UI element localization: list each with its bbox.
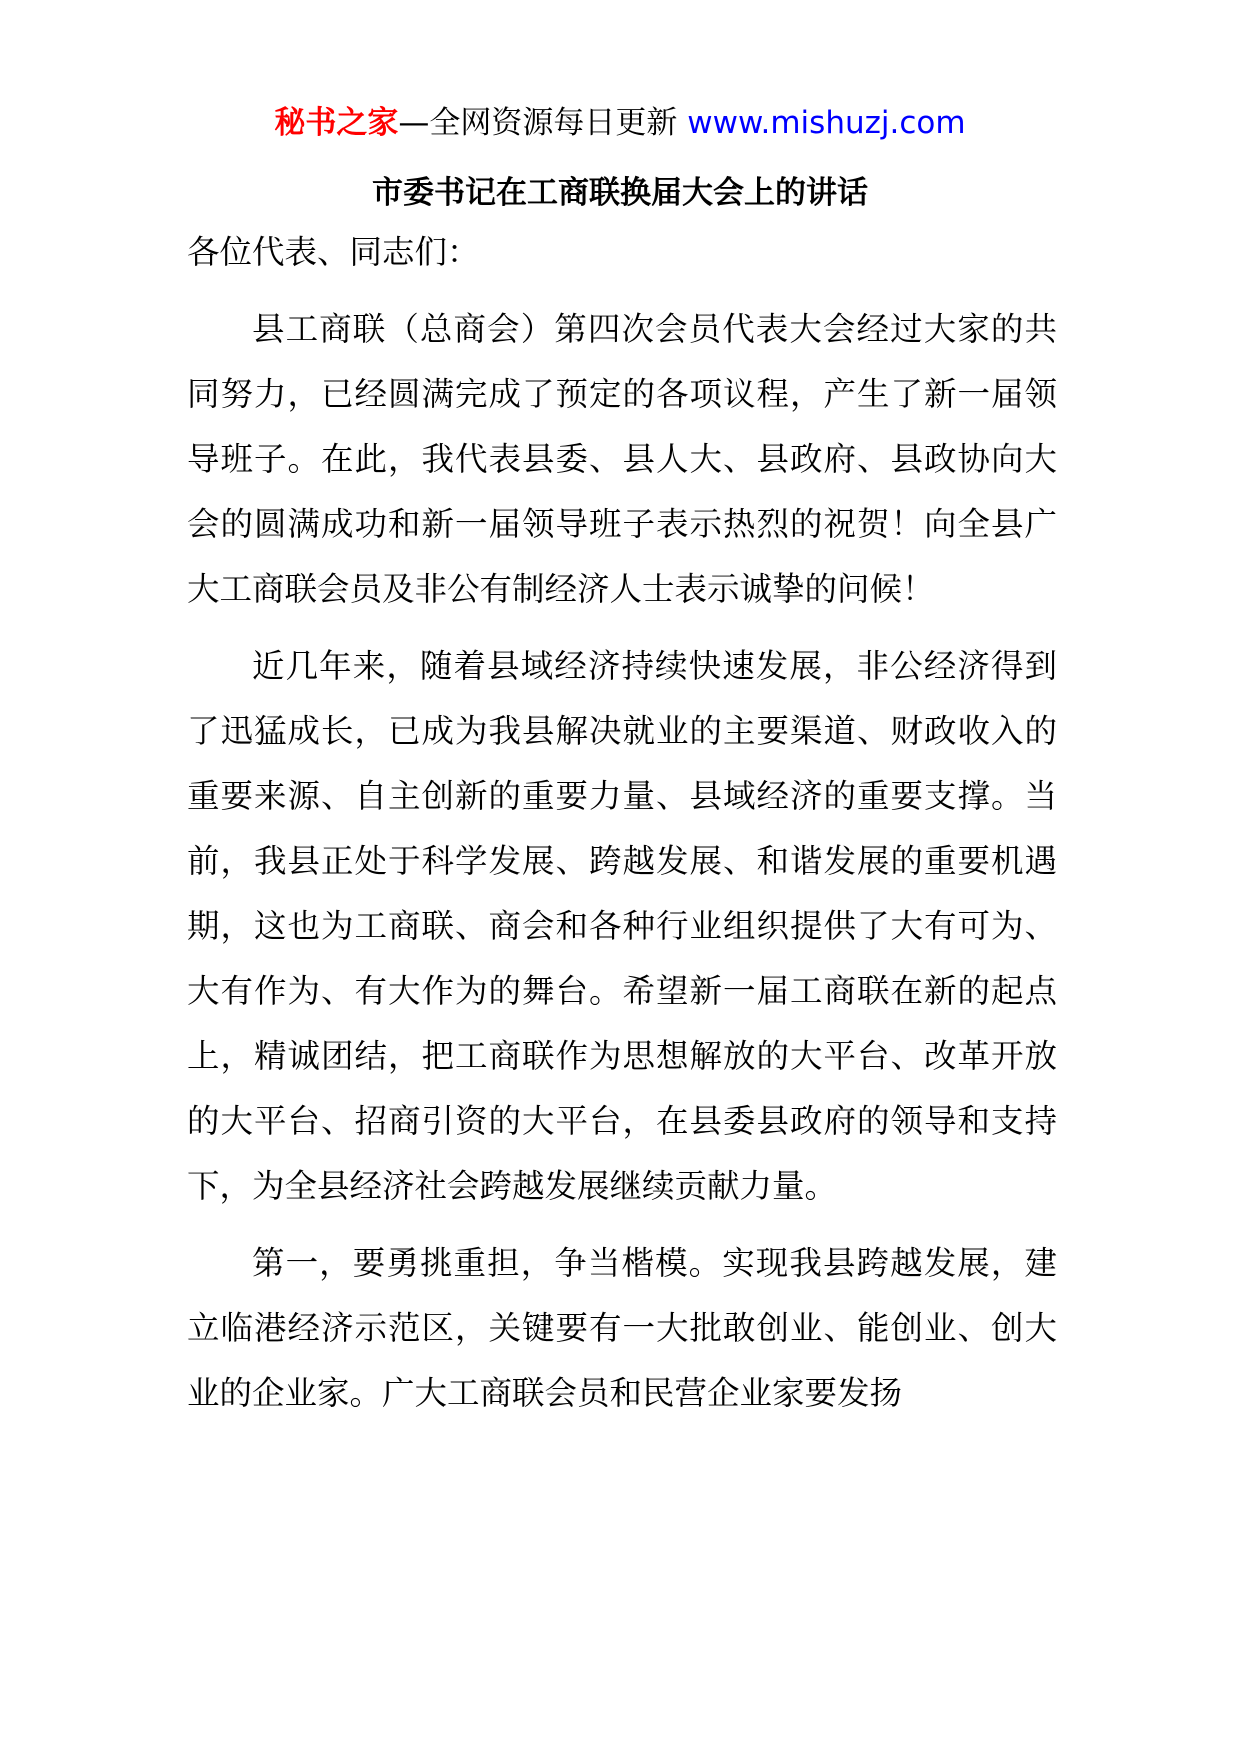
brand-name: 秘书之家 — [274, 105, 399, 141]
site-url-link[interactable]: www.mishuzj.com — [687, 105, 966, 141]
body-paragraph-3: 第一，要勇挑重担，争当楷模。实现我县跨越发展，建立临港经济示范区，关键要有一大批敢创业、能创业、创大业的企业家。广大工商联会员和民营企业家要发扬 — [187, 1244, 1057, 1412]
body-paragraph-1: 县工商联（总商会）第四次会员代表大会经过大家的共同努力，已经圆满完成了预定的各项议程，产生了新一届领导班子。在此，我代表县委、县人大、县政府、县政协向大会的圆满成功和新一届领导班子表示热烈的祝贺！向全县广大工商联会员及非公有制经济人士表示诚挚的问候！ — [187, 310, 1057, 608]
header-tagline: —全网资源每日更新 — [398, 105, 688, 141]
document-body — [187, 220, 1057, 1438]
body-paragraph-2: 近几年来，随着县域经济持续快速发展，非公经济得到了迅猛成长，已成为我县解决就业的主要渠道、财政收入的重要来源、自主创新的重要力量、县域经济的重要支撑。当前，我县正处于科学发展、跨越发展、和谐发展的重要机遇期，这也为工商联、商会和各种行业组织提供了大有可为、大有作为、有大作为的舞台。希望新一届工商联在新的起点上，精诚团结，把工商联作为思想解放的大平台、改革开放的大平台、招商引资的大平台，在县委县政府的领导和支持下，为全县经济社会跨越发展继续贡献力量。 — [187, 647, 1057, 1205]
salutation: 各位代表、同志们： — [187, 233, 480, 271]
site-header — [0, 98, 1240, 148]
document-title: 市委书记在工商联换届大会上的讲话 — [372, 175, 868, 211]
